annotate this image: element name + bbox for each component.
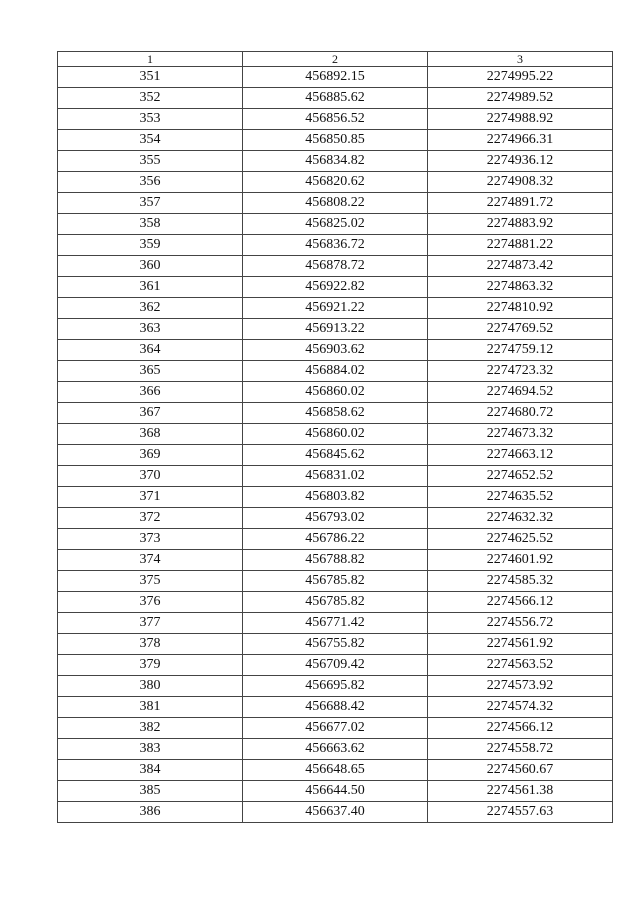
y-coordinate-cell: 2274558.72	[428, 739, 613, 760]
y-coordinate-cell: 2274632.32	[428, 508, 613, 529]
header-row	[58, 52, 613, 67]
point-number-cell: 379	[58, 655, 243, 676]
y-coordinate-cell: 2274573.92	[428, 676, 613, 697]
y-coordinate-cell: 2274561.92	[428, 634, 613, 655]
table-row	[58, 655, 613, 676]
point-number-cell: 371	[58, 487, 243, 508]
table-row	[58, 67, 613, 88]
x-coordinate-cell: 456884.02	[243, 361, 428, 382]
x-coordinate-cell: 456808.22	[243, 193, 428, 214]
x-coordinate-cell: 456825.02	[243, 214, 428, 235]
point-number-cell: 351	[58, 67, 243, 88]
point-number-cell: 361	[58, 277, 243, 298]
x-coordinate-cell: 456648.65	[243, 760, 428, 781]
y-coordinate-cell: 2274908.32	[428, 172, 613, 193]
y-coordinate-cell: 2274881.22	[428, 235, 613, 256]
x-coordinate-cell: 456892.15	[243, 67, 428, 88]
table-row	[58, 487, 613, 508]
point-number-cell: 357	[58, 193, 243, 214]
table-row	[58, 193, 613, 214]
table-row	[58, 109, 613, 130]
x-coordinate-cell: 456786.22	[243, 529, 428, 550]
point-number-cell: 355	[58, 151, 243, 172]
x-coordinate-cell: 456885.62	[243, 88, 428, 109]
point-number-cell: 368	[58, 424, 243, 445]
y-coordinate-cell: 2274557.63	[428, 802, 613, 823]
y-coordinate-cell: 2274563.52	[428, 655, 613, 676]
table-row	[58, 550, 613, 571]
y-coordinate-cell: 2274673.32	[428, 424, 613, 445]
x-coordinate-cell: 456856.52	[243, 109, 428, 130]
x-coordinate-cell: 456688.42	[243, 697, 428, 718]
x-coordinate-cell: 456771.42	[243, 613, 428, 634]
point-number-cell: 366	[58, 382, 243, 403]
point-number-cell: 372	[58, 508, 243, 529]
point-number-cell: 374	[58, 550, 243, 571]
point-number-cell: 382	[58, 718, 243, 739]
x-coordinate-cell: 456788.82	[243, 550, 428, 571]
x-coordinate-cell: 456913.22	[243, 319, 428, 340]
table-row	[58, 529, 613, 550]
y-coordinate-cell: 2274556.72	[428, 613, 613, 634]
y-coordinate-cell: 2274680.72	[428, 403, 613, 424]
table-row	[58, 361, 613, 382]
x-coordinate-cell: 456921.22	[243, 298, 428, 319]
y-coordinate-cell: 2274863.32	[428, 277, 613, 298]
x-coordinate-cell: 456831.02	[243, 466, 428, 487]
point-number-cell: 354	[58, 130, 243, 151]
point-number-cell: 383	[58, 739, 243, 760]
table-row	[58, 718, 613, 739]
y-coordinate-cell: 2274625.52	[428, 529, 613, 550]
y-coordinate-cell: 2274574.32	[428, 697, 613, 718]
point-number-cell: 378	[58, 634, 243, 655]
table-row	[58, 697, 613, 718]
point-number-cell: 380	[58, 676, 243, 697]
x-coordinate-cell: 456903.62	[243, 340, 428, 361]
y-coordinate-cell: 2274663.12	[428, 445, 613, 466]
y-coordinate-cell: 2274585.32	[428, 571, 613, 592]
x-coordinate-cell: 456820.62	[243, 172, 428, 193]
point-number-cell: 373	[58, 529, 243, 550]
point-number-cell: 369	[58, 445, 243, 466]
x-coordinate-cell: 456695.82	[243, 676, 428, 697]
y-coordinate-cell: 2274759.12	[428, 340, 613, 361]
table-row	[58, 151, 613, 172]
y-coordinate-cell: 2274810.92	[428, 298, 613, 319]
point-number-cell: 362	[58, 298, 243, 319]
table-row	[58, 508, 613, 529]
table-row	[58, 319, 613, 340]
x-coordinate-cell: 456709.42	[243, 655, 428, 676]
point-number-cell: 352	[58, 88, 243, 109]
coordinates-table	[57, 51, 613, 823]
point-number-cell: 356	[58, 172, 243, 193]
x-coordinate-cell: 456785.82	[243, 571, 428, 592]
point-number-cell: 363	[58, 319, 243, 340]
y-coordinate-cell: 2274561.38	[428, 781, 613, 802]
point-number-cell: 381	[58, 697, 243, 718]
table-row	[58, 214, 613, 235]
y-coordinate-cell: 2274966.31	[428, 130, 613, 151]
table-header	[58, 52, 613, 67]
y-coordinate-cell: 2274769.52	[428, 319, 613, 340]
table-row	[58, 88, 613, 109]
table-row	[58, 739, 613, 760]
x-coordinate-cell: 456858.62	[243, 403, 428, 424]
x-coordinate-cell: 456644.50	[243, 781, 428, 802]
x-coordinate-cell: 456637.40	[243, 802, 428, 823]
point-number-cell: 370	[58, 466, 243, 487]
x-coordinate-cell: 456922.82	[243, 277, 428, 298]
table-row	[58, 676, 613, 697]
table-row	[58, 571, 613, 592]
table-row	[58, 445, 613, 466]
point-number-cell: 353	[58, 109, 243, 130]
table-row	[58, 340, 613, 361]
x-coordinate-cell: 456663.62	[243, 739, 428, 760]
y-coordinate-cell: 2274873.42	[428, 256, 613, 277]
x-coordinate-cell: 456836.72	[243, 235, 428, 256]
x-coordinate-cell: 456845.62	[243, 445, 428, 466]
table-row	[58, 760, 613, 781]
x-coordinate-cell: 456850.85	[243, 130, 428, 151]
table-row	[58, 613, 613, 634]
point-number-cell: 376	[58, 592, 243, 613]
table-row	[58, 781, 613, 802]
x-coordinate-cell: 456834.82	[243, 151, 428, 172]
table-row	[58, 592, 613, 613]
y-coordinate-cell: 2274995.22	[428, 67, 613, 88]
table-row	[58, 298, 613, 319]
x-coordinate-cell: 456860.02	[243, 424, 428, 445]
y-coordinate-cell: 2274652.52	[428, 466, 613, 487]
table-row	[58, 802, 613, 823]
x-coordinate-cell: 456755.82	[243, 634, 428, 655]
y-coordinate-cell: 2274566.12	[428, 592, 613, 613]
point-number-cell: 360	[58, 256, 243, 277]
y-coordinate-cell: 2274566.12	[428, 718, 613, 739]
x-coordinate-cell: 456793.02	[243, 508, 428, 529]
y-coordinate-cell: 2274723.32	[428, 361, 613, 382]
point-number-cell: 358	[58, 214, 243, 235]
x-coordinate-cell: 456878.72	[243, 256, 428, 277]
table-body	[58, 67, 613, 823]
y-coordinate-cell: 2274560.67	[428, 760, 613, 781]
table-row	[58, 235, 613, 256]
point-number-cell: 384	[58, 760, 243, 781]
y-coordinate-cell: 2274601.92	[428, 550, 613, 571]
table-row	[58, 634, 613, 655]
column-header-1: 1	[58, 52, 243, 67]
point-number-cell: 385	[58, 781, 243, 802]
x-coordinate-cell: 456860.02	[243, 382, 428, 403]
y-coordinate-cell: 2274694.52	[428, 382, 613, 403]
column-header-2: 2	[243, 52, 428, 67]
y-coordinate-cell: 2274988.92	[428, 109, 613, 130]
x-coordinate-cell: 456803.82	[243, 487, 428, 508]
point-number-cell: 367	[58, 403, 243, 424]
table-row	[58, 130, 613, 151]
y-coordinate-cell: 2274989.52	[428, 88, 613, 109]
table-row	[58, 403, 613, 424]
x-coordinate-cell: 456785.82	[243, 592, 428, 613]
column-header-3: 3	[428, 52, 613, 67]
y-coordinate-cell: 2274936.12	[428, 151, 613, 172]
y-coordinate-cell: 2274883.92	[428, 214, 613, 235]
table-row	[58, 277, 613, 298]
table-row	[58, 424, 613, 445]
x-coordinate-cell: 456677.02	[243, 718, 428, 739]
table-row	[58, 256, 613, 277]
point-number-cell: 365	[58, 361, 243, 382]
point-number-cell: 359	[58, 235, 243, 256]
point-number-cell: 375	[58, 571, 243, 592]
table-row	[58, 466, 613, 487]
table-row	[58, 172, 613, 193]
y-coordinate-cell: 2274891.72	[428, 193, 613, 214]
y-coordinate-cell: 2274635.52	[428, 487, 613, 508]
point-number-cell: 377	[58, 613, 243, 634]
table-row	[58, 382, 613, 403]
point-number-cell: 386	[58, 802, 243, 823]
point-number-cell: 364	[58, 340, 243, 361]
